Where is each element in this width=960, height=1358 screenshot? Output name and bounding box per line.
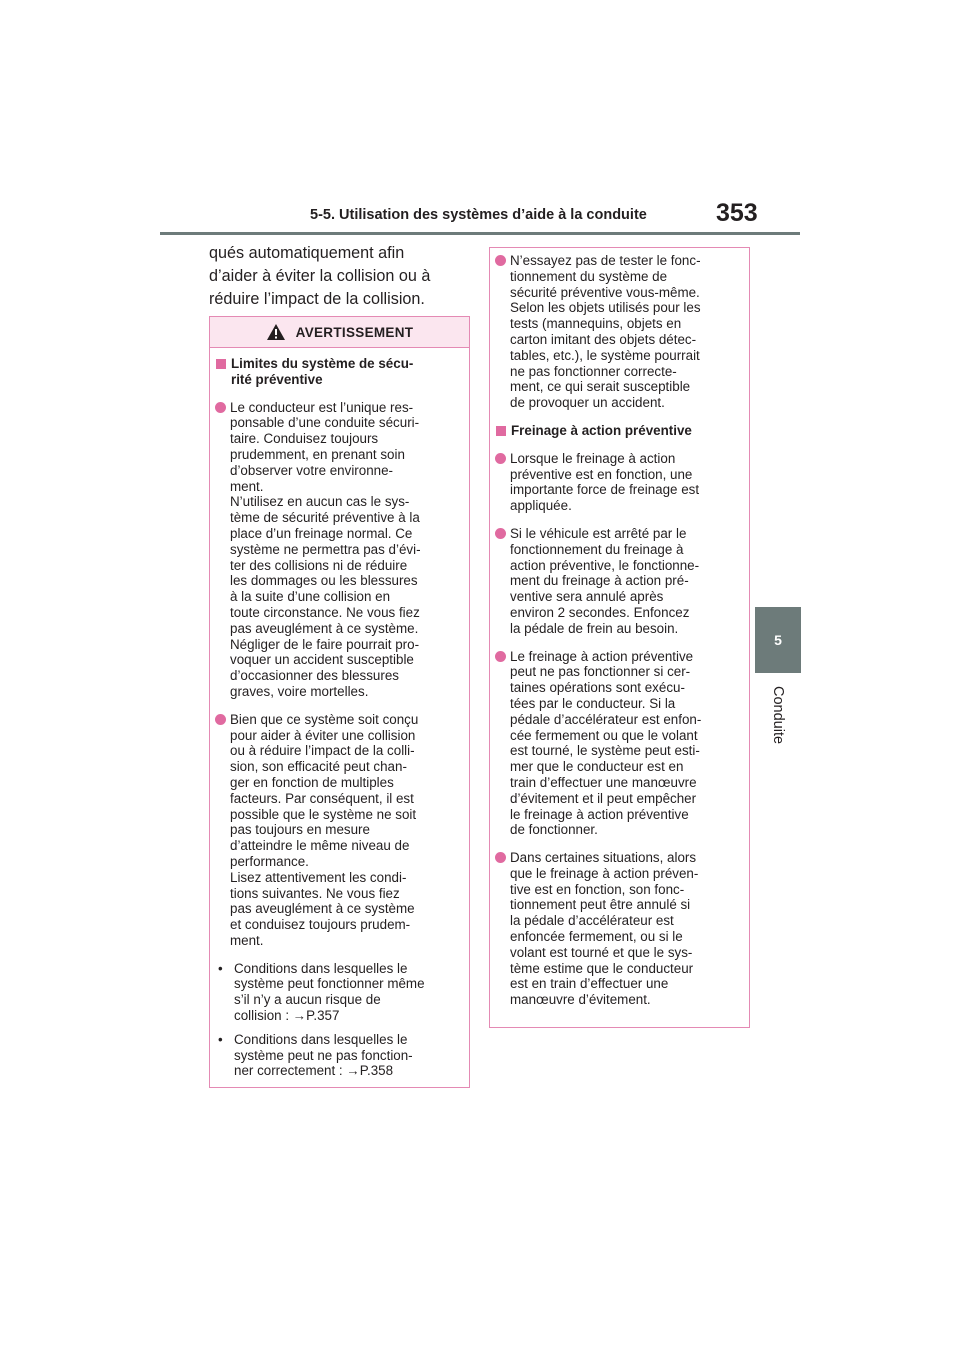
chapter-label: Conduite	[770, 686, 786, 745]
warning-box	[209, 316, 470, 1088]
chapter-number: 5	[774, 632, 782, 648]
intro-paragraph: qués automatiquement afin d’aider à éviter la collision ou à réduire l’impact de la collision.	[209, 244, 431, 308]
list-item	[495, 649, 739, 839]
page-number: 353	[716, 199, 758, 227]
circle-bullet-icon	[495, 453, 506, 464]
warning-header	[210, 317, 469, 348]
section-heading-text: Limites du système de sécu- rité préventive	[231, 356, 414, 387]
list-item	[215, 400, 459, 700]
list-item	[495, 850, 739, 1008]
list-item-text: Le freinage à action préventive peut ne pas fonctionner si cer- taines opérations sont exécu- tées par le conducteur. Si la pédale d’accélérateur est enfon- cée fermement ou que le volant est tourné, le système peut esti- mer que le conducteur est en train d’effectuer une manœuvre d’évitement et il peut empêcher le freinage à action préventive de fonctionner.	[510, 648, 702, 838]
chapter-tab	[755, 607, 801, 673]
list-item	[215, 712, 459, 949]
list-item	[495, 526, 739, 637]
list-item-text: Dans certaines situations, alors que le freinage à action préven- tive est en fonction, son fonc- tionnement peut être annulé si la pédale d’accélérateur est enfoncée fermement, ou si le volant est tourné et que le sys- tème estime que le conducteur est en train d’effectuer une manœuvre d’évitement.	[510, 850, 699, 1008]
sub-list-item-text: Conditions dans lesquelles le système peut ne pas fonction- ner correctement : →P.358	[234, 1031, 413, 1079]
small-bullet-icon: •	[218, 960, 223, 976]
section-heading	[215, 356, 459, 388]
list-item	[495, 451, 739, 514]
list-item-text: Si le véhicule est arrêté par le fonctionnement du freinage à action préventive, le fonctionne- ment du freinage à action pré- ventive sera annulé après environ 2 secondes. Enfoncez la pédale de frein au besoin.	[510, 525, 700, 636]
sub-list-item	[215, 961, 459, 1024]
sub-list-item	[215, 1032, 459, 1079]
warning-triangle-icon	[266, 323, 286, 341]
section-heading-text: Freinage à action préventive	[511, 422, 692, 438]
warning-heading: AVERTISSEMENT	[295, 324, 414, 340]
warning-content-continued	[490, 248, 749, 1008]
list-item-text: N’essayez pas de tester le fonc- tionnement du système de sécurité préventive vous-même. Selon les objets utilisés pour les tests (mannequins, objets en carton imitant des objets détec- tables, etc.), le système pourrait ne pas fonctionner correcte- ment, ce qui serait susceptible de provoquer un accident.	[510, 253, 701, 411]
warning-content	[210, 348, 469, 1079]
list-item-text: Bien que ce système soit conçu pour aider à éviter une collision ou à réduire l’impact de la colli- sion, son efficacité peut chan- ger en fonction de multiples facteurs. Par conséquent, il est possible que le système ne soit pas toujours en mesure d’atteindre le même niveau de performance. Lisez attentivement les condi- tions suivantes. Ne vous fiez pas aveuglément à ce système et conduisez toujours prudem- ment.	[230, 711, 419, 948]
circle-bullet-icon	[495, 528, 506, 539]
section-heading	[495, 423, 739, 439]
small-bullet-icon: •	[218, 1031, 223, 1047]
section-title: 5-5. Utilisation des systèmes d’aide à la conduite	[310, 207, 647, 223]
header-divider	[160, 232, 800, 235]
warning-box-continued	[489, 247, 750, 1028]
circle-bullet-icon	[495, 651, 506, 662]
square-bullet-icon	[496, 426, 506, 436]
circle-bullet-icon	[215, 402, 226, 413]
circle-bullet-icon	[215, 714, 226, 725]
sub-list-item-text: Conditions dans lesquelles le système peut fonctionner même s’il n’y a aucun risque de collision : →P.357	[234, 960, 425, 1024]
circle-bullet-icon	[495, 852, 506, 863]
circle-bullet-icon	[495, 255, 506, 266]
list-item-text: Lorsque le freinage à action préventive est en fonction, une importante force de freinage est appliquée.	[510, 450, 700, 514]
list-item-text: Le conducteur est l’unique res- ponsable d’une conduite sécuri- taire. Conduisez toujours prudemment, en prenant soin d’observer votre environne- ment. N’utilisez en aucun cas le sys- tème de sécurité préventive à la place d’un freinage normal. Ce système ne permettra pas d’évi- ter des collisions ni de réduire les dommages ou les blessures à la suite d’une collision en toute circonstance. Ne vous fiez pas aveuglément à ce système. Négliger de le faire pourrait pro- voquer un accident susceptible d’occasionner des blessures graves, voire mortelles.	[230, 399, 421, 699]
square-bullet-icon	[216, 359, 226, 369]
list-item	[495, 253, 739, 411]
